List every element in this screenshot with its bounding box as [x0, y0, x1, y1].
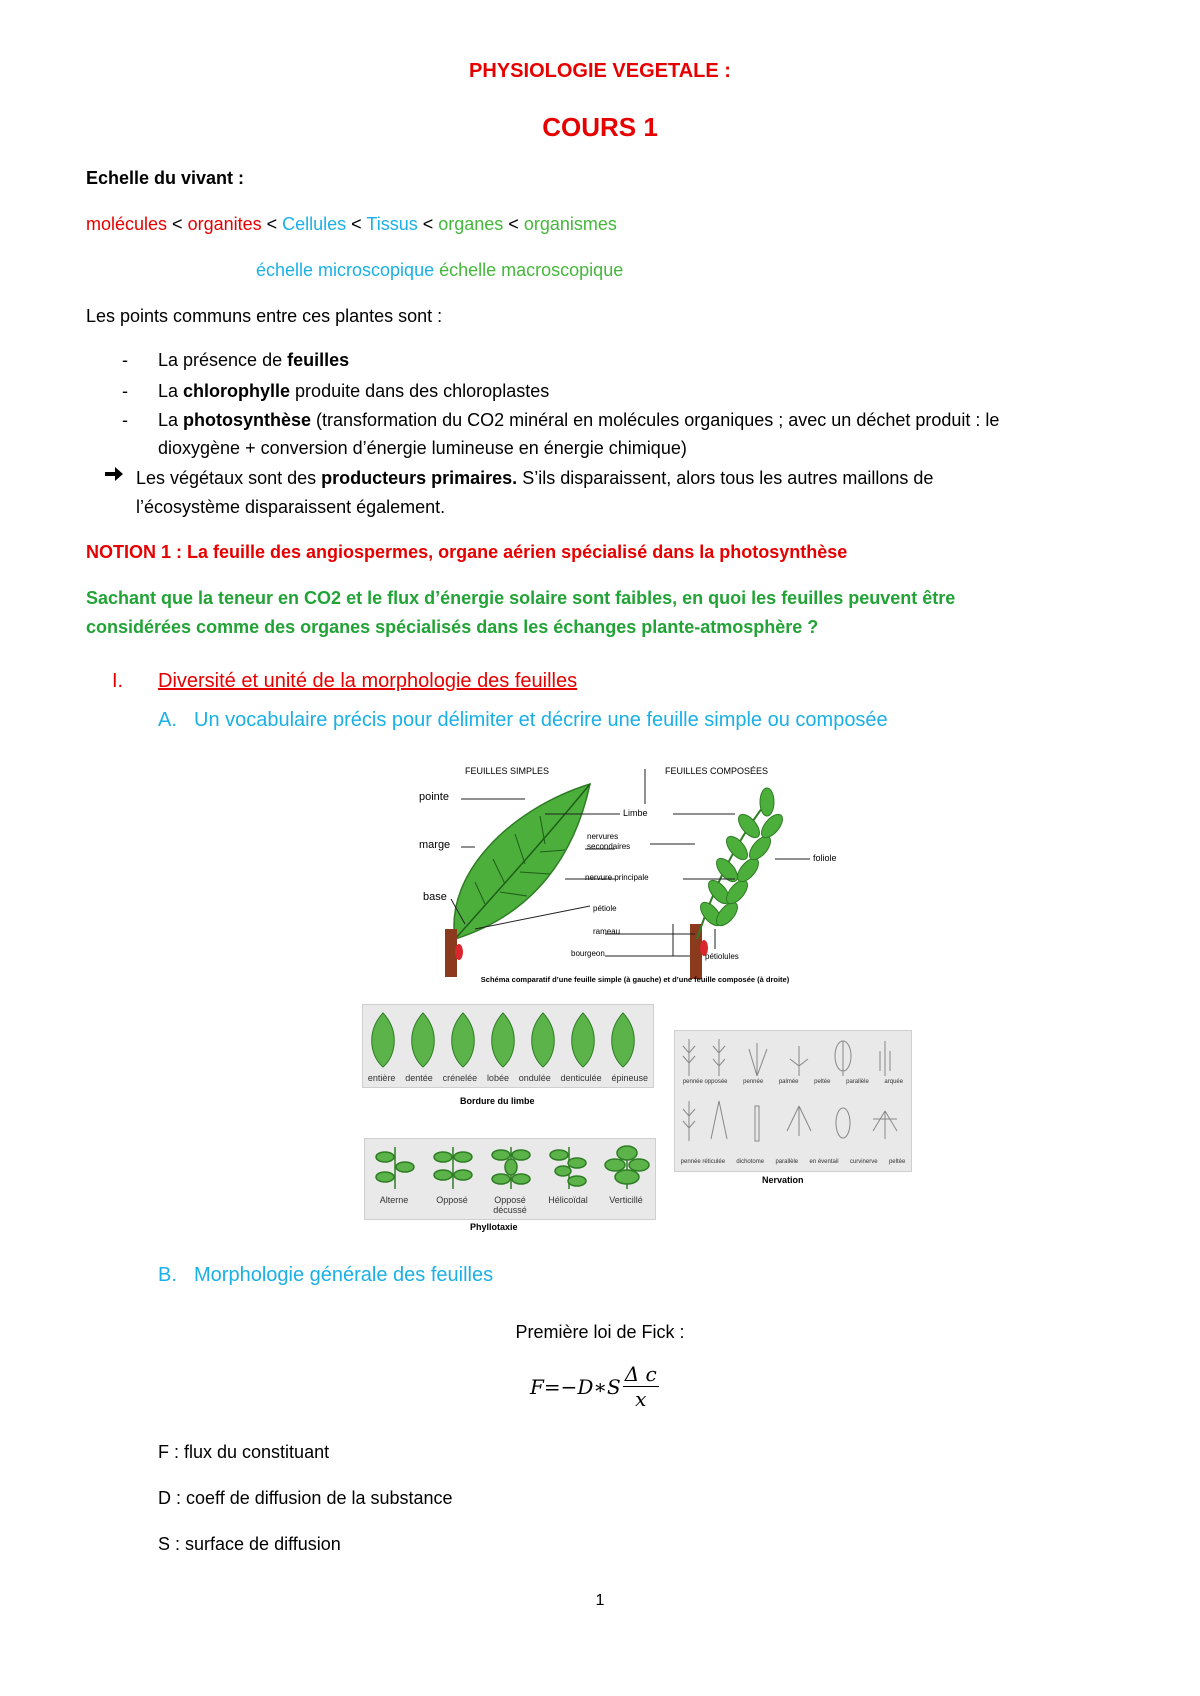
scale-micro: échelle microscopique [256, 260, 435, 280]
common-intro: Les points communs entre ces plantes sont : [86, 306, 443, 326]
bullet-feuilles: La présence de feuilles [158, 350, 350, 370]
nervation-bottom-labels: pennée réticulée dichotome parallèle en éventail curvinerve peltée [680, 1159, 906, 1165]
leaf-diagram [415, 764, 855, 989]
scale-item-organes: organes [438, 214, 504, 234]
bordure-title: Bordure du limbe [460, 1096, 535, 1106]
fick-lhs: F=−D∗S [530, 1374, 621, 1399]
label-marge: marge [419, 839, 451, 851]
simple-leaf-shape [454, 784, 590, 939]
bullet-photosynthese-cont: dioxygène + conversion d’énergie lumineuse en énergie chimique) [158, 438, 687, 458]
bullet-photosynthese: La photosynthèse (transformation du CO2 minéral en molécules organiques ; avec un déchet produit : le [158, 410, 1000, 430]
bordure-labels: entière dentée crénelée lobée ondulée denticulée épineuse [367, 1073, 649, 1083]
fick-equation [530, 1362, 659, 1411]
label-feuilles-composees: FEUILLES COMPOSÉES [665, 766, 769, 776]
scale-item-organismes: organismes [523, 214, 617, 234]
def-f: F : flux du constituant [158, 1442, 330, 1462]
nervation-svg [675, 1031, 911, 1156]
page-title: PHYSIOLOGIE VEGETALE : [469, 60, 731, 82]
bullet-dash: - [122, 410, 128, 430]
notion-heading: NOTION 1 : La feuille des angiospermes, organe aérien spécialisé dans la photosynthèse [86, 542, 848, 562]
nervation-panel [674, 1030, 912, 1172]
bullet-dash: - [122, 381, 128, 401]
section-a-number: A. [158, 709, 177, 731]
section-b-number: B. [158, 1264, 177, 1286]
label-pointe: pointe [419, 791, 449, 803]
scale-ranges [256, 260, 623, 281]
nervation-top-labels: pennée opposée pennée palmée peltée parallèle arquée [682, 1079, 904, 1085]
fick-numerator: Δ c [624, 1362, 657, 1386]
arrow-conclusion-cont: l’écosystème disparaissent également. [136, 497, 446, 517]
scale-macro: échelle macroscopique [439, 260, 624, 280]
def-s: S : surface de diffusion [158, 1534, 341, 1554]
page-subtitle: COURS 1 [542, 112, 658, 142]
bordure-leaves-svg [363, 1005, 653, 1071]
scale-item-molecules: molécules [86, 214, 168, 234]
label-nervure-principale: nervure principale [585, 873, 649, 882]
label-petiole: pétiole [593, 904, 617, 913]
label-petiolules: pétiolules [705, 952, 739, 961]
question-line-1: Sachant que la teneur en CO2 et le flux d’énergie solaire sont faibles, en quoi les feuilles peuvent être [86, 588, 956, 608]
bordure-panel [362, 1004, 654, 1088]
label-bourgeon: bourgeon [571, 949, 605, 958]
arrow-conclusion: Les végétaux sont des producteurs primaires. S’ils disparaissent, alors tous les autres maillons de [136, 468, 934, 488]
phyllo-panel [364, 1138, 656, 1220]
question-line-2: considérées comme des organes spécialisés dans les échanges plante-atmosphère ? [86, 617, 819, 637]
section-1-number: I. [112, 670, 124, 692]
label-limbe: Limbe [623, 808, 648, 818]
scale-item-cellules: Cellules [282, 214, 347, 234]
phyllo-labels: Alterne Opposé Opposé décussé Hélicoïdal Verticillé [379, 1195, 643, 1215]
label-nervures: nervures [587, 832, 619, 841]
scale-line: molécules < organites < Cellules < Tissus < organes < organismes [86, 214, 617, 234]
scale-item-organites: organites [187, 214, 262, 234]
label-rameau: rameau [593, 927, 621, 936]
fick-heading: Première loi de Fick : [515, 1322, 685, 1342]
fick-fraction [623, 1362, 659, 1411]
compound-leaflets [697, 788, 787, 929]
label-foliole: foliole [813, 853, 837, 863]
bullet-chlorophylle: La chlorophylle produite dans des chloroplastes [158, 381, 550, 401]
scale-heading: Echelle du vivant : [86, 168, 245, 188]
phyllo-title: Phyllotaxie [470, 1222, 518, 1232]
section-1-title: Diversité et unité de la morphologie des feuilles [158, 670, 578, 692]
figure-caption: Schéma comparatif d’une feuille simple (à gauche) et d’une feuille composée (à droite) [480, 975, 790, 984]
page-number: 1 [595, 1592, 605, 1609]
scale-item-tissus: Tissus [366, 214, 418, 234]
nervation-title: Nervation [762, 1175, 804, 1185]
label-feuilles-simples: FEUILLES SIMPLES [465, 766, 550, 776]
arrow-icon [104, 466, 124, 487]
phyllo-svg [365, 1139, 655, 1194]
def-d: D : coeff de diffusion de la substance [158, 1488, 453, 1508]
section-a-title: Un vocabulaire précis pour délimiter et décrire une feuille simple ou composée [194, 709, 888, 731]
fick-denominator: x [635, 1387, 647, 1411]
bullet-dash: - [122, 350, 128, 370]
label-secondaires: secondaires [587, 842, 631, 851]
section-b-title: Morphologie générale des feuilles [194, 1264, 494, 1286]
label-base: base [423, 891, 447, 903]
